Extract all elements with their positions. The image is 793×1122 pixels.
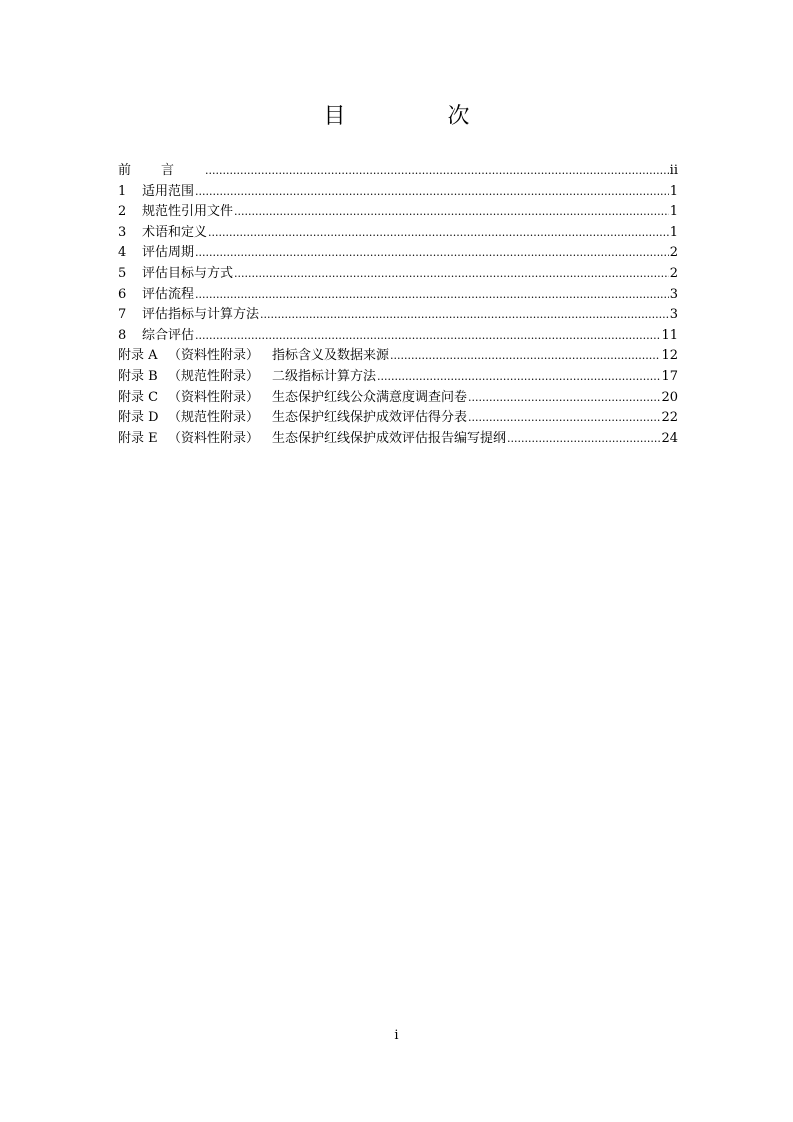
toc-entry-appendix-e[interactable]	[118, 429, 678, 450]
toc-entry-number: 8	[118, 327, 127, 343]
toc-entry-page: 2	[669, 245, 678, 261]
toc-entry-page: 11	[661, 327, 678, 343]
toc-entry-page: ii	[669, 163, 678, 178]
toc-appendix-label: 附录 D	[118, 410, 159, 426]
toc-entry-number: 6	[118, 286, 127, 302]
toc-entry-page: 24	[661, 430, 678, 446]
table-of-contents	[118, 161, 678, 449]
toc-entry-page: 1	[669, 183, 678, 199]
toc-entry-title: 评估流程	[142, 286, 195, 302]
toc-leader-dots	[205, 161, 669, 182]
page-number: i	[394, 1028, 399, 1043]
toc-leader-dots	[260, 305, 669, 326]
toc-entry-page: 1	[669, 204, 678, 220]
toc-entry-number: 3	[118, 224, 127, 240]
toc-entry-number: 5	[118, 265, 127, 281]
toc-entry-section-1[interactable]	[118, 182, 678, 203]
toc-appendix-type: （资料性附录）	[168, 389, 260, 405]
toc-appendix-label: 附录 C	[118, 389, 159, 405]
toc-entry-title: 综合评估	[142, 327, 195, 343]
toc-entry-page: 20	[661, 389, 678, 405]
toc-entry-title: 二级指标计算方法	[272, 368, 377, 384]
toc-entry-section-8[interactable]	[118, 326, 678, 347]
toc-entry-number: 7	[118, 307, 127, 323]
toc-entry-title: 规范性引用文件	[142, 204, 234, 220]
toc-leader-dots	[507, 429, 660, 450]
toc-leader-dots	[377, 367, 660, 388]
toc-entry-page: 3	[669, 286, 678, 302]
toc-entry-preface[interactable]	[118, 161, 678, 182]
toc-leader-dots	[234, 202, 669, 223]
toc-entry-number: 2	[118, 204, 127, 220]
toc-entry-title: 评估指标与计算方法	[142, 307, 260, 323]
toc-entry-title: 适用范围	[142, 183, 195, 199]
page-title: 目 次	[323, 104, 510, 129]
toc-entry-title: 评估周期	[142, 245, 195, 261]
toc-entry-title: 生态保护红线公众满意度调查问卷	[272, 389, 468, 405]
toc-entry-appendix-a[interactable]	[118, 346, 678, 367]
toc-entry-title: 生态保护红线保护成效评估报告编写提纲	[272, 430, 507, 446]
toc-entry-number: 1	[118, 183, 127, 199]
toc-entry-page: 3	[669, 307, 678, 323]
toc-entry-section-2[interactable]	[118, 202, 678, 223]
toc-leader-dots	[195, 285, 669, 306]
toc-appendix-type: （资料性附录）	[168, 430, 260, 446]
toc-leader-dots	[195, 326, 660, 347]
toc-entry-section-3[interactable]	[118, 223, 678, 244]
toc-entry-page: 2	[669, 265, 678, 281]
toc-appendix-type: （规范性附录）	[168, 368, 260, 384]
toc-entry-appendix-c[interactable]	[118, 388, 678, 409]
toc-entry-title: 生态保护红线保护成效评估得分表	[272, 410, 468, 426]
toc-entry-appendix-d[interactable]	[118, 408, 678, 429]
toc-appendix-label: 附录 B	[118, 368, 158, 384]
toc-entry-title: 指标含义及数据来源	[272, 348, 390, 364]
toc-entry-page: 17	[661, 368, 678, 384]
toc-leader-dots	[468, 408, 660, 429]
toc-appendix-type: （规范性附录）	[168, 410, 260, 426]
toc-entry-section-5[interactable]	[118, 264, 678, 285]
toc-entry-title: 前言	[118, 163, 205, 178]
toc-leader-dots	[195, 182, 669, 203]
toc-entry-title: 术语和定义	[142, 224, 208, 240]
toc-entry-page: 22	[661, 410, 678, 426]
toc-entry-section-4[interactable]	[118, 243, 678, 264]
toc-leader-dots	[208, 223, 669, 244]
toc-appendix-label: 附录 E	[118, 430, 158, 446]
toc-leader-dots	[390, 346, 660, 367]
toc-leader-dots	[468, 388, 660, 409]
toc-entry-title: 评估目标与方式	[142, 265, 234, 281]
toc-leader-dots	[195, 243, 669, 264]
toc-entry-section-6[interactable]	[118, 285, 678, 306]
toc-entry-section-7[interactable]	[118, 305, 678, 326]
toc-entry-page: 1	[669, 224, 678, 240]
toc-appendix-type: （资料性附录）	[168, 348, 260, 364]
toc-entry-number: 4	[118, 245, 127, 261]
toc-appendix-label: 附录 A	[118, 348, 158, 364]
toc-entry-page: 12	[661, 348, 678, 364]
toc-leader-dots	[234, 264, 669, 285]
toc-entry-appendix-b[interactable]	[118, 367, 678, 388]
